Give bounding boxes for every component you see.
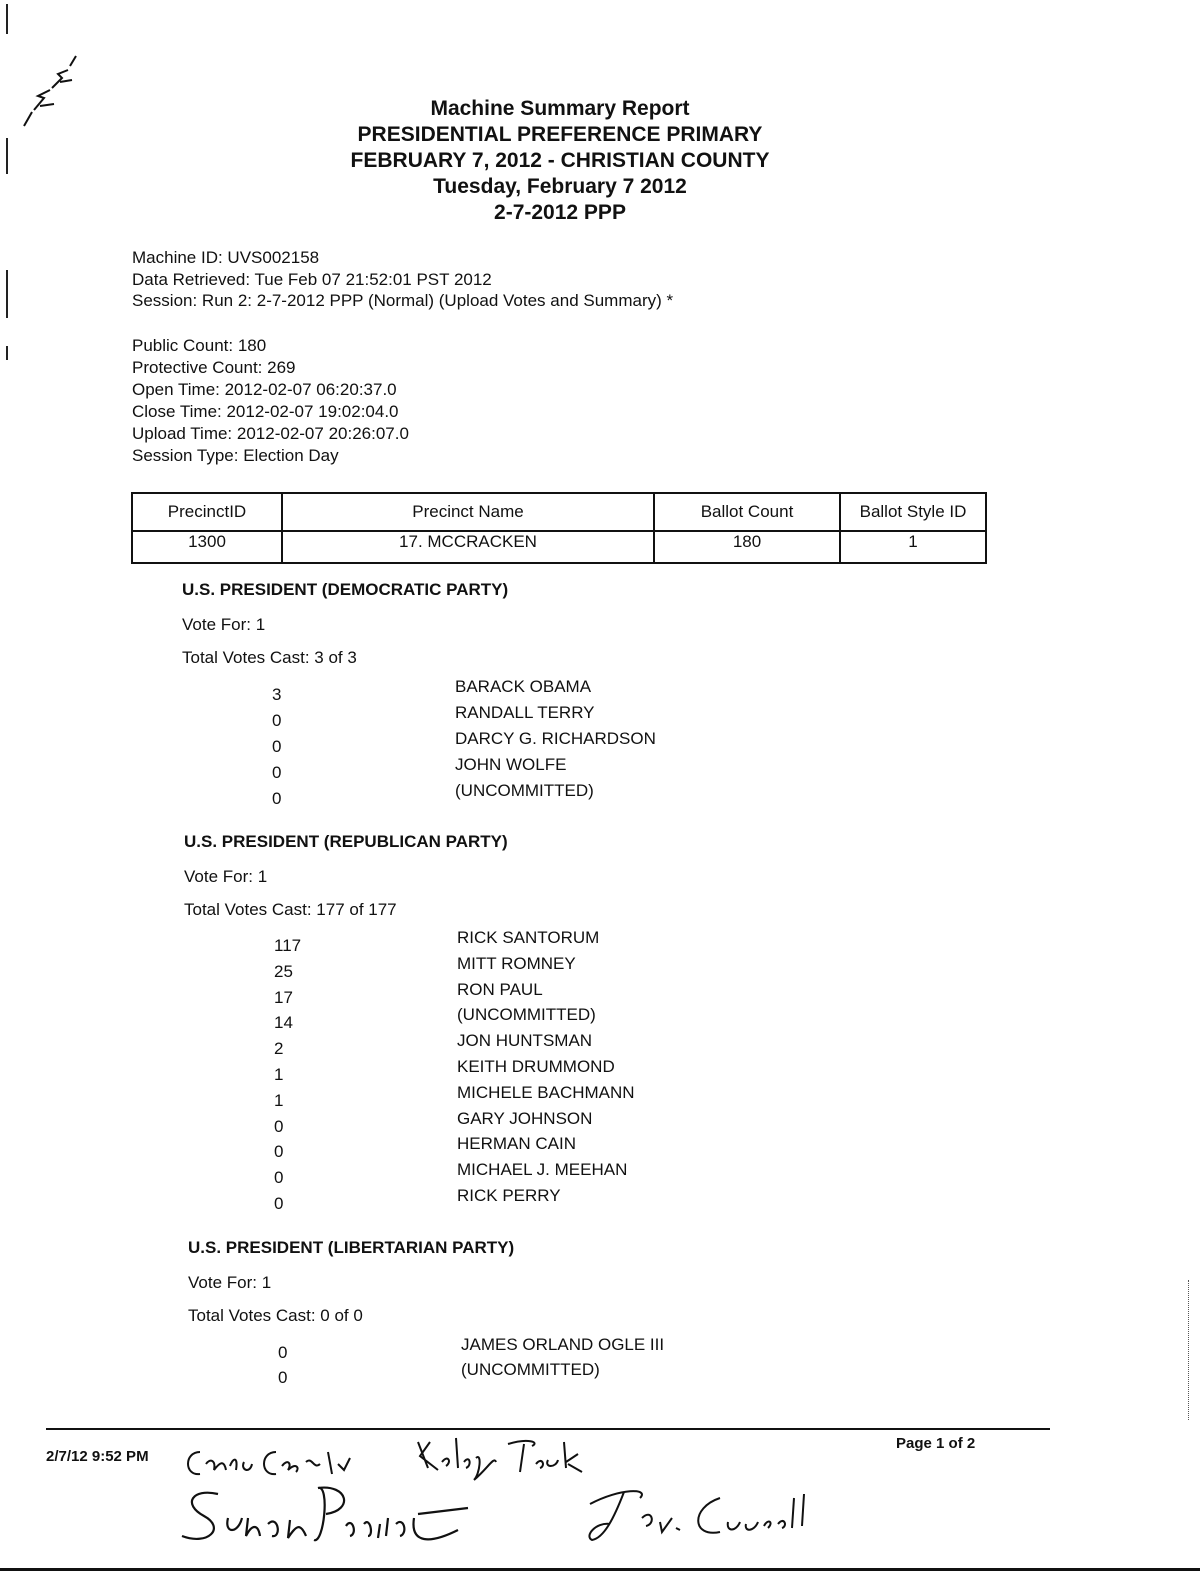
public-count: Public Count: 180 [132, 336, 267, 355]
candidate-name: KEITH DRUMMOND [457, 1057, 615, 1076]
signature-susan [168, 1474, 508, 1554]
candidate-name: (UNCOMMITTED) [457, 1005, 596, 1024]
cell-ballot-style-id: 1 [840, 531, 986, 563]
contest-title: U.S. PRESIDENT (REPUBLICAN PARTY) [184, 832, 508, 851]
candidate-votes: 14 [274, 1013, 293, 1032]
candidate-row [274, 1031, 974, 1065]
candidate-name: BARACK OBAMA [455, 677, 592, 696]
candidate-votes: 0 [274, 1168, 284, 1187]
candidate-votes: 0 [278, 1368, 288, 1387]
print-timestamp: 2/7/12 9:52 PM [46, 1448, 149, 1465]
cell-precinct-id: 1300 [132, 531, 282, 563]
cell-precinct-name: 17. MCCRACKEN [282, 531, 654, 563]
candidate-votes: 0 [274, 1194, 284, 1213]
contest-title: U.S. PRESIDENT (DEMOCRATIC PARTY) [182, 580, 509, 599]
vote-for: Vote For: 1 [188, 1273, 272, 1292]
candidate-name: HERMAN CAIN [457, 1134, 577, 1153]
candidate-row [274, 1109, 974, 1143]
total-votes-cast: Total Votes Cast: 177 of 177 [184, 900, 397, 919]
candidate-votes: 0 [272, 789, 282, 808]
total-votes-cast: Total Votes Cast: 0 of 0 [188, 1306, 363, 1325]
election-date-county: FEBRUARY 7, 2012 - CHRISTIAN COUNTY [350, 149, 770, 172]
candidate-votes: 0 [278, 1343, 288, 1362]
candidate-votes: 0 [272, 763, 282, 782]
candidate-row [278, 1360, 978, 1394]
open-time: Open Time: 2012-02-07 06:20:37.0 [132, 380, 397, 399]
candidate-name: RICK PERRY [457, 1186, 561, 1205]
candidate-name: RICK SANTORUM [457, 928, 600, 947]
vote-for: Vote For: 1 [184, 867, 268, 886]
candidate-row [274, 1083, 974, 1117]
cell-ballot-count: 180 [654, 531, 840, 563]
election-code: 2-7-2012 PPP [494, 201, 626, 224]
candidate-row [272, 755, 972, 789]
candidate-row [272, 729, 972, 763]
vote-for: Vote For: 1 [182, 615, 266, 634]
session-info: Session: Run 2: 2-7-2012 PPP (Normal) (Upload Votes and Summary) * [132, 291, 674, 310]
candidate-votes: 2 [274, 1039, 284, 1058]
contest-title: U.S. PRESIDENT (LIBERTARIAN PARTY) [188, 1238, 515, 1257]
protective-count: Protective Count: 269 [132, 358, 296, 377]
signature-jon [580, 1478, 840, 1554]
candidate-votes: 0 [274, 1117, 284, 1136]
candidate-row [274, 1160, 974, 1194]
report-title: Machine Summary Report [430, 97, 690, 120]
candidate-votes: 1 [274, 1091, 284, 1110]
candidate-name: GARY JOHNSON [457, 1109, 593, 1128]
col-ballot-count: Ballot Count [654, 493, 840, 531]
candidate-name: MICHAEL J. MEEHAN [457, 1160, 628, 1179]
session-type: Session Type: Election Day [132, 446, 339, 465]
precinct-table [131, 492, 987, 564]
candidate-name: JOHN WOLFE [455, 755, 567, 774]
scan-mark [6, 270, 8, 318]
candidate-row [274, 1005, 974, 1039]
candidate-votes: 0 [274, 1142, 284, 1161]
close-time: Close Time: 2012-02-07 19:02:04.0 [132, 402, 399, 421]
scan-mark [1188, 1280, 1190, 1420]
candidate-votes: 0 [272, 711, 282, 730]
candidate-votes: 0 [272, 737, 282, 756]
candidate-row [274, 980, 974, 1014]
candidate-row [278, 1335, 978, 1369]
election-name: PRESIDENTIAL PREFERENCE PRIMARY [357, 123, 763, 146]
page-number: Page 1 of 2 [896, 1435, 976, 1452]
candidate-votes: 117 [274, 936, 302, 955]
candidate-name: MICHELE BACHMANN [457, 1083, 635, 1102]
page-bottom-edge [0, 1568, 1200, 1571]
candidate-name: DARCY G. RICHARDSON [455, 729, 656, 748]
precinct-table-header [132, 493, 986, 531]
candidate-name: MITT ROMNEY [457, 954, 576, 973]
col-precinct-name: Precinct Name [282, 493, 654, 531]
candidate-votes: 17 [274, 988, 293, 1007]
candidate-name: (UNCOMMITTED) [461, 1360, 600, 1379]
candidate-name: JAMES ORLAND OGLE III [461, 1335, 665, 1354]
candidate-row [274, 954, 974, 988]
candidate-votes: 1 [274, 1065, 284, 1084]
candidate-row [274, 1186, 974, 1220]
candidate-name: (UNCOMMITTED) [455, 781, 594, 800]
total-votes-cast: Total Votes Cast: 3 of 3 [182, 648, 357, 667]
scan-mark [6, 4, 8, 34]
candidate-name: RON PAUL [457, 980, 543, 999]
col-ballot-style-id: Ballot Style ID [840, 493, 986, 531]
candidate-name: JON HUNTSMAN [457, 1031, 593, 1050]
table-row [132, 531, 986, 563]
candidate-votes: 25 [274, 962, 293, 981]
election-day: Tuesday, February 7 2012 [433, 175, 687, 198]
footer-divider [46, 1428, 1050, 1430]
data-retrieved: Data Retrieved: Tue Feb 07 21:52:01 PST 2012 [132, 270, 492, 289]
col-precinct-id: PrecinctID [132, 493, 282, 531]
scan-mark [6, 346, 8, 360]
candidate-name: RANDALL TERRY [455, 703, 595, 722]
candidate-votes: 3 [272, 685, 282, 704]
upload-time: Upload Time: 2012-02-07 20:26:07.0 [132, 424, 409, 443]
candidate-row [272, 781, 972, 815]
candidate-row [274, 928, 974, 962]
candidate-row [272, 677, 972, 711]
machine-id: Machine ID: UVS002158 [132, 248, 320, 267]
